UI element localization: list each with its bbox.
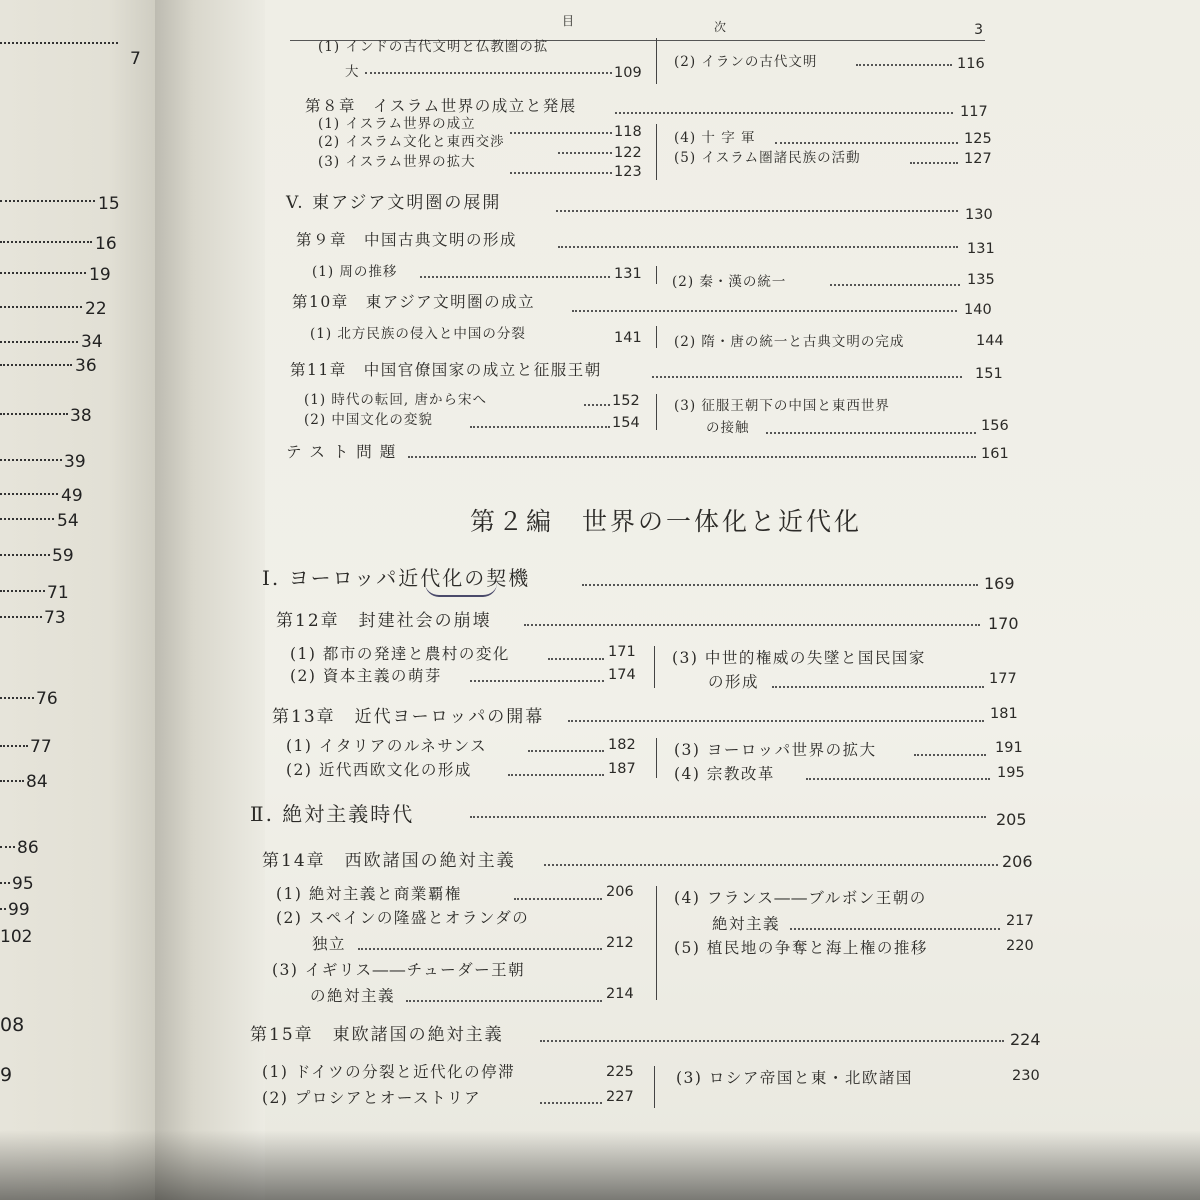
page-number: 39	[64, 452, 86, 472]
column-divider	[656, 326, 657, 348]
leader-dots	[508, 774, 604, 776]
toc-page: 131	[967, 241, 995, 257]
toc-section: (1) ドイツの分裂と近代化の停滞	[262, 1063, 516, 1081]
toc-test: テ ス ト 問 題	[286, 443, 397, 461]
header-page-number: 3	[974, 22, 983, 38]
toc-section: (2) イランの古代文明	[674, 54, 818, 70]
page-number: 38	[70, 406, 92, 426]
page-number: 86	[17, 838, 39, 858]
leader-dots	[615, 112, 953, 114]
leader-line	[0, 200, 95, 202]
leader-dots	[582, 584, 978, 586]
toc-section: (4) フランス――ブルボン王朝の	[674, 889, 927, 907]
page-number: 9	[0, 1064, 13, 1086]
leader-line	[0, 493, 58, 495]
leader-line	[0, 616, 42, 618]
toc-section: (1) 北方民族の侵入と中国の分裂	[310, 326, 526, 342]
toc-chapter: 第９章 中国古典文明の形成	[296, 231, 518, 249]
leader-dots	[856, 64, 952, 66]
leader-dots	[572, 310, 957, 312]
toc-section: (3) ヨーロッパ世界の拡大	[674, 741, 877, 759]
leader-dots	[470, 426, 610, 428]
leader-dots	[830, 284, 960, 286]
page-number: 71	[47, 583, 69, 603]
toc-section: (2) 資本主義の萌芽	[290, 667, 442, 685]
toc-section: (2) 近代西欧文化の形成	[286, 761, 472, 779]
leader-dots	[408, 456, 976, 458]
leader-dots	[470, 816, 986, 818]
toc-section: の接触	[706, 420, 750, 436]
toc-section: (1) インドの古代文明と仏教圏の拡	[318, 39, 549, 55]
toc-section: (2) 秦・漢の統一	[672, 274, 787, 290]
toc-page: 177	[989, 671, 1017, 687]
column-divider	[654, 1066, 655, 1108]
toc-page: 140	[964, 302, 992, 318]
leader-dots	[420, 276, 610, 278]
toc-page: 122	[614, 145, 642, 161]
toc-page: 117	[960, 104, 988, 120]
page-number: 36	[75, 356, 97, 376]
leader-line	[0, 846, 15, 848]
page-number: 76	[36, 689, 58, 709]
toc-page: 230	[1012, 1068, 1040, 1084]
toc-section: (2) スペインの隆盛とオランダの	[276, 909, 530, 927]
page-number: 08	[0, 1014, 25, 1036]
left-page	[0, 0, 155, 1200]
toc-section: (5) イスラム圏諸民族の活動	[674, 150, 861, 166]
toc-page: 206	[606, 884, 634, 900]
toc-chapter: 第11章 中国官僚国家の成立と征服王朝	[290, 361, 602, 379]
leader-dots	[406, 1000, 602, 1002]
toc-page: 191	[995, 740, 1023, 756]
toc-page: 156	[981, 418, 1009, 434]
toc-section: (2) イスラム文化と東西交渉	[318, 134, 505, 150]
page-number: 73	[44, 608, 66, 628]
toc-page: 182	[608, 737, 636, 753]
page-number: 54	[57, 511, 79, 531]
toc-chapter: 第14章 西欧諸国の絶対主義	[262, 851, 516, 871]
toc-page: 217	[1006, 913, 1034, 929]
toc-page: 109	[614, 65, 642, 81]
toc-page: 118	[614, 124, 642, 140]
toc-page: 135	[967, 272, 995, 288]
toc-chapter: 第15章 東欧諸国の絶対主義	[250, 1025, 504, 1045]
leader-dots	[514, 898, 602, 900]
leader-dots	[584, 404, 610, 406]
toc-page: 123	[614, 164, 642, 180]
leader-dots	[914, 754, 986, 756]
toc-page: 212	[606, 935, 634, 951]
toc-page: 224	[1010, 1030, 1041, 1049]
leader-dots	[528, 750, 604, 752]
leader-line	[0, 241, 92, 243]
toc-page: 141	[614, 330, 642, 346]
page-number: 95	[12, 874, 34, 894]
column-divider	[656, 124, 657, 180]
toc-section: (1) 時代の転回, 唐から宋へ	[304, 392, 487, 408]
toc-section: (3) 征服王朝下の中国と東西世界	[674, 398, 890, 414]
leader-dots	[910, 162, 958, 164]
toc-chapter: 第12章 封建社会の崩壊	[276, 611, 492, 631]
page-number: 34	[81, 332, 103, 352]
toc-section: (1) 絶対主義と商業覇権	[276, 885, 462, 903]
leader-line	[0, 42, 118, 44]
book-gutter	[155, 0, 265, 1200]
toc-page: 181	[990, 706, 1018, 722]
toc-page: 154	[612, 415, 640, 431]
leader-line	[0, 697, 34, 699]
toc-section: の絶対主義	[310, 987, 396, 1005]
leader-dots	[540, 1040, 1004, 1042]
page-number: 15	[98, 194, 120, 214]
leader-dots	[544, 864, 998, 866]
toc-page: 130	[965, 207, 993, 223]
toc-chapter: 第８章 イスラム世界の成立と発展	[305, 97, 577, 115]
leader-dots	[470, 680, 604, 682]
column-divider	[656, 886, 657, 1000]
toc-page: 225	[606, 1064, 634, 1080]
leader-line	[0, 341, 78, 343]
toc-section: (5) 植民地の争奪と海上権の推移	[674, 939, 928, 957]
toc-page: 131	[614, 266, 642, 282]
leader-dots	[775, 142, 958, 144]
column-divider	[656, 38, 657, 84]
leader-line	[0, 459, 62, 461]
leader-line	[0, 272, 86, 274]
toc-page: 125	[964, 131, 992, 147]
leader-dots	[568, 720, 984, 722]
column-divider	[656, 266, 657, 284]
header-left: 目	[562, 14, 575, 28]
page-number: 19	[89, 265, 111, 285]
toc-page: 169	[984, 574, 1015, 593]
part-title: 第２編 世界の一体化と近代化	[470, 507, 863, 536]
leader-dots	[548, 658, 604, 660]
toc-page: 170	[988, 614, 1019, 633]
leader-dots	[510, 132, 612, 134]
leader-dots	[558, 152, 612, 154]
toc-section: の形成	[708, 673, 760, 691]
toc-page: 187	[608, 761, 636, 777]
toc-page: 220	[1006, 938, 1034, 954]
toc-page: 227	[606, 1089, 634, 1105]
toc-chapter: 第10章 東アジア文明圏の成立	[292, 293, 536, 311]
toc-section: (2) プロシアとオーストリア	[262, 1089, 482, 1107]
toc-section: (1) イスラム世界の成立	[318, 116, 476, 132]
leader-dots	[652, 376, 962, 378]
leader-dots	[790, 928, 1000, 930]
column-divider	[654, 646, 655, 688]
leader-dots	[558, 246, 958, 248]
page-number: 84	[26, 772, 48, 792]
leader-dots	[365, 72, 612, 74]
toc-part-heading: V. 東アジア文明圏の展開	[286, 193, 502, 213]
toc-page: 127	[964, 151, 992, 167]
pen-underline	[425, 583, 497, 597]
toc-page: 144	[976, 333, 1004, 349]
leader-line	[0, 554, 50, 556]
toc-page: 152	[612, 393, 640, 409]
page-number: 59	[52, 546, 74, 566]
page-number: 22	[85, 299, 107, 319]
leader-line	[0, 745, 28, 747]
toc-section: (3) ロシア帝国と東・北欧諸国	[676, 1069, 913, 1087]
toc-section: (4) 宗教改革	[674, 765, 775, 783]
page-number: 77	[30, 737, 52, 757]
leader-dots	[556, 210, 958, 212]
toc-section: (3) イスラム世界の拡大	[318, 154, 476, 170]
toc-section: (3) 中世的権威の失墜と国民国家	[672, 649, 926, 667]
page-number: 7	[130, 49, 141, 69]
leader-line	[0, 364, 72, 366]
leader-line	[0, 908, 6, 910]
toc-part-heading: Ⅱ. 絶対主義時代	[250, 802, 415, 826]
toc-section: 大	[345, 64, 360, 80]
toc-section: (1) 周の推移	[312, 264, 398, 280]
leader-dots	[540, 1102, 602, 1104]
leader-line	[0, 590, 45, 592]
toc-section: (1) イタリアのルネサンス	[286, 737, 488, 755]
toc-page: 161	[981, 446, 1009, 462]
leader-line	[0, 306, 82, 308]
leader-dots	[524, 624, 980, 626]
toc-page: 174	[608, 667, 636, 683]
toc-section: 絶対主義	[712, 915, 781, 933]
leader-line	[0, 518, 54, 520]
leader-dots	[510, 172, 612, 174]
toc-section: (1) 都市の発達と農村の変化	[290, 645, 510, 663]
leader-dots	[358, 948, 602, 950]
column-divider	[656, 738, 657, 778]
leader-dots	[766, 432, 976, 434]
toc-section: (2) 隋・唐の統一と古典文明の完成	[674, 334, 905, 350]
toc-page: 214	[606, 986, 634, 1002]
header-right: 次	[714, 20, 727, 34]
toc-page: 205	[996, 810, 1027, 829]
page-number: 49	[61, 486, 83, 506]
page-number: 99	[8, 900, 30, 920]
toc-chapter: 第13章 近代ヨーロッパの開幕	[272, 707, 545, 727]
toc-page: 151	[975, 366, 1003, 382]
leader-line	[0, 882, 10, 884]
page-number: 102	[0, 927, 33, 947]
toc-section: (2) 中国文化の変貌	[304, 412, 433, 428]
toc-section: (4) 十 字 軍	[674, 130, 756, 146]
toc-part-heading: Ⅰ. ヨーロッパ近代化の契機	[262, 566, 531, 590]
toc-page: 206	[1002, 852, 1033, 871]
toc-page: 171	[608, 644, 636, 660]
leader-line	[0, 780, 24, 782]
leader-dots	[772, 686, 984, 688]
column-divider	[656, 394, 657, 430]
leader-line	[0, 413, 68, 415]
toc-page: 116	[957, 56, 985, 72]
leader-dots	[806, 778, 990, 780]
page-number: 16	[95, 234, 117, 254]
toc-section: (3) イギリス――チューダー王朝	[272, 961, 526, 979]
toc-page: 195	[997, 765, 1025, 781]
toc-section: 独立	[312, 935, 347, 953]
